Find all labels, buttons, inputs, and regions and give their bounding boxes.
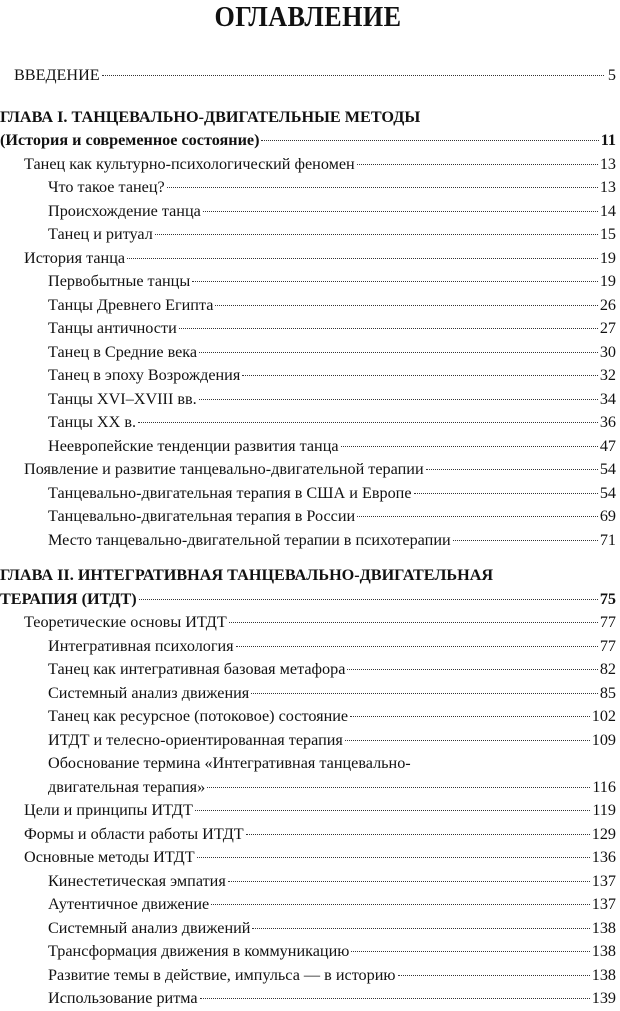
toc-entry-label: Происхождение танца [48,201,201,220]
leader-dots [246,834,590,835]
leader-dots [215,305,597,306]
toc-entry[interactable] [0,176,616,200]
leader-dots [139,599,598,600]
toc-page-number: 138 [591,942,616,960]
leader-dots [351,951,589,952]
toc-entry-label: Трансформация движения в коммуникацию [48,942,350,960]
toc-entry[interactable] [0,341,616,365]
toc-page-number: 82 [599,660,616,678]
toc-entry-label: ВВЕДЕНИЕ [14,66,100,84]
leader-dots [228,881,590,882]
toc-page-number: 19 [599,248,616,267]
toc-entry-label: Танец в эпоху Возрождения [48,366,241,384]
chapter-1-subheading[interactable] [0,129,616,153]
toc-page-number: 71 [599,530,616,549]
toc-entry[interactable] [0,987,616,1011]
leader-dots [357,164,598,165]
leader-dots [179,328,598,329]
toc-entry-label: (История и современное состояние) [0,131,260,149]
page-title: ОГЛАВЛЕНИЕ [214,1,402,33]
toc-entry-label: Теоретические основы ИТДТ [24,613,227,631]
leader-dots [211,904,590,905]
toc-entry-label: Танцы античности [48,319,177,337]
toc-page-number: 47 [599,436,616,455]
toc-entry-label: История танца [24,248,126,267]
toc-entry-label: Танцевально-двигательная терапия в России [48,507,356,525]
toc-entry[interactable] [0,411,616,435]
leader-dots [195,810,590,811]
toc-entry-label: Основные методы ИТДТ [24,848,195,866]
leader-dots [453,540,598,541]
toc-page-number: 137 [591,871,616,890]
leader-dots [426,469,598,470]
chapter-1-heading[interactable]: ГЛАВА I. ТАНЦЕВАЛЬНО-ДВИГАТЕЛЬНЫЕ МЕТОДЫ [0,107,421,126]
leader-dots [261,140,598,141]
toc-entry-label: Танцевально-двигательная терапия в США и Европе [48,483,412,502]
leader-dots [229,622,598,623]
toc-entry-label: Неевропейские тенденции развития танца [48,436,339,455]
toc-entry-label: Интегративная психология [48,636,234,655]
leader-dots [138,422,598,423]
toc-entry[interactable] [0,964,616,988]
leader-dots [199,352,598,353]
toc-entry-label: Формы и области работы ИТДТ [24,824,244,843]
leader-dots [207,787,590,788]
toc-entry[interactable] [0,153,616,177]
leader-dots [203,211,598,212]
toc-entry-label: Танец как культурно-психологический феномен [24,154,355,173]
leader-dots [199,399,598,400]
leader-dots [350,716,590,717]
toc-page-number: 13 [599,154,616,173]
toc-page-number: 119 [592,801,616,819]
leader-dots [357,516,598,517]
toc-entry-intro[interactable] [0,64,616,88]
toc-entry-label: Цели и принципы ИТДТ [24,801,193,819]
toc-entry[interactable] [0,893,616,917]
toc-entry[interactable] [0,482,616,506]
toc-entry[interactable] [0,458,616,482]
toc-page-number: 13 [599,178,616,196]
leader-dots [345,740,590,741]
toc-entry[interactable] [0,823,616,847]
toc-page-number: 26 [599,295,616,314]
toc-entry[interactable] [0,705,616,729]
toc-entry[interactable] [0,364,616,388]
toc-page-number: 77 [599,613,616,631]
toc-page-number: 54 [599,460,616,478]
toc-entry[interactable] [0,799,616,823]
leader-dots [414,493,598,494]
toc-page-number: 116 [592,777,616,796]
toc-page-number: 129 [591,824,616,843]
toc-entry[interactable] [0,917,616,941]
leader-dots [200,998,590,999]
toc-entry-wrapped-line1[interactable]: Обоснование термина «Интегративная танцевально- [48,754,411,772]
toc-entry[interactable] [0,682,616,706]
toc-entry[interactable] [0,388,616,412]
toc-entry[interactable] [0,435,616,459]
leader-dots [347,669,597,670]
toc-entry-label: Кинестетическая эмпатия [48,871,226,890]
leader-dots [236,646,598,647]
leader-dots [127,258,598,259]
toc-entry-label: Танцы Древнего Египта [48,295,214,314]
toc-entry-label: Системный анализ движений [48,918,251,937]
toc-entry[interactable] [0,635,616,659]
leader-dots [251,693,598,694]
toc-page-number: 75 [599,589,616,608]
toc-entry-label: Использование ритма [48,989,198,1007]
toc-page-number: 15 [599,225,616,243]
leader-dots [155,234,598,235]
toc-entry[interactable] [0,270,616,294]
leader-dots [192,281,598,282]
toc-page-number: 27 [599,319,616,337]
toc-entry[interactable] [0,611,616,635]
toc-entry[interactable] [0,846,616,870]
toc-entry[interactable] [0,505,616,529]
toc-page-number: 85 [599,683,616,702]
toc-entry[interactable] [0,870,616,894]
toc-entry[interactable] [0,317,616,341]
toc-entry-label: Танец как интегративная базовая метафора [48,660,346,678]
toc-entry-label: Танец как ресурсное (потоковое) состояние [48,707,349,725]
toc-page-number: 11 [600,131,616,149]
toc-page-number: 5 [607,66,616,84]
chapter-2-entries-b [0,799,616,1011]
toc-entry-label: Танец в Средние века [48,342,198,361]
toc-entry-label: Танцы XX в. [48,413,137,431]
chapter-2-entries-a [0,611,616,752]
leader-dots [398,975,590,976]
toc-entry[interactable] [0,294,616,318]
leader-dots [242,375,598,376]
toc-entry[interactable] [0,729,616,753]
toc-entry[interactable] [0,200,616,224]
chapter-2-subheading[interactable] [0,588,616,612]
toc-entry-label: ТЕРАПИЯ (ИТДТ) [0,589,137,608]
toc-entry[interactable] [0,658,616,682]
toc-entry[interactable] [0,247,616,271]
toc-entry-label: Появление и развитие танцевально-двигательной терапии [24,460,424,478]
leader-dots [102,75,604,76]
chapter-1-entries [0,153,616,553]
toc-page-number: 138 [591,918,616,937]
toc-page-number: 137 [591,895,616,913]
leader-dots [252,928,589,929]
toc-page-number: 102 [591,707,616,725]
toc-entry[interactable] [0,223,616,247]
toc-entry-label: Первобытные танцы [48,272,191,290]
leader-dots [341,446,598,447]
leader-dots [197,857,590,858]
toc-page-number: 69 [599,507,616,525]
toc-page-number: 19 [599,272,616,290]
toc-entry-label: Развитие темы в действие, импульса — в историю [48,965,396,984]
toc-entry-label: ИТДТ и телесно-ориентированная терапия [48,730,343,749]
toc-page-number: 54 [599,483,616,502]
toc-page-number: 109 [591,730,616,749]
toc-entry-label: Аутентичное движение [48,895,210,913]
toc-page-number: 138 [591,965,616,984]
toc-page-number: 32 [599,366,616,384]
toc-entry-label: Танцы XVI–XVIII вв. [48,389,197,408]
leader-dots [167,187,598,188]
toc-entry[interactable] [0,940,616,964]
toc-page-number: 30 [599,342,616,361]
toc-page-number: 36 [599,413,616,431]
toc-entry-label: Место танцевально-двигательной терапии в психотерапии [48,530,451,549]
toc-entry-label: Танец и ритуал [48,225,153,243]
toc-entry-wrapped-line2[interactable] [0,776,616,800]
toc-page-number: 34 [599,389,616,408]
toc-entry[interactable] [0,529,616,553]
toc-page-number: 77 [599,636,616,655]
toc-page-number: 139 [591,989,616,1007]
toc-entry-label: Что такое танец? [48,178,165,196]
toc-page-number: 136 [591,848,616,866]
toc-entry-label: Системный анализ движения [48,683,250,702]
chapter-2-heading[interactable]: ГЛАВА II. ИНТЕГРАТИВНАЯ ТАНЦЕВАЛЬНО-ДВИГАТЕЛЬНАЯ [0,566,494,584]
toc-page-number: 14 [599,201,616,220]
toc-entry-label: двигательная терапия» [48,777,206,796]
